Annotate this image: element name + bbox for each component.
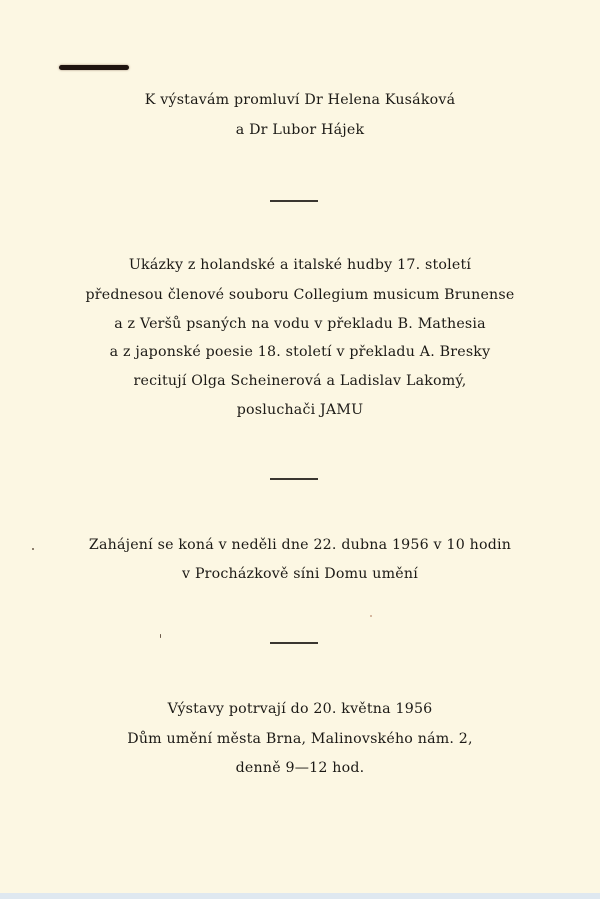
divider-2 bbox=[270, 478, 318, 480]
program-line-5: recitují Olga Scheinerová a Ladislav Lakomý, bbox=[133, 373, 467, 389]
paper-speck bbox=[160, 634, 161, 638]
duration-line-2: Dům umění města Brna, Malinovského nám. 2, bbox=[127, 731, 473, 747]
speakers-line-2: a Dr Lubor Hájek bbox=[235, 122, 365, 138]
opening-line-2: v Procházkově síni Domu umění bbox=[182, 566, 418, 582]
paper-speck bbox=[32, 548, 34, 550]
divider-3 bbox=[270, 642, 318, 644]
duration-line-3: denně 9—12 hod. bbox=[235, 760, 365, 776]
program-line-4: a z japonské poesie 18. století v překladu A. Bresky bbox=[109, 344, 491, 360]
duration-line-1: Výstavy potrvají do 20. května 1956 bbox=[167, 701, 433, 717]
scan-bottom-edge bbox=[0, 893, 600, 899]
program-line-6: posluchači JAMU bbox=[236, 402, 364, 418]
ink-mark bbox=[59, 65, 129, 70]
speakers-line-1: K výstavám promluví Dr Helena Kusáková bbox=[144, 92, 456, 108]
program-line-2: přednesou členové souboru Collegium musicum Brunense bbox=[85, 287, 515, 303]
program-line-1: Ukázky z holandské a italské hudby 17. století bbox=[128, 257, 472, 273]
divider-1 bbox=[270, 200, 318, 202]
program-line-3: a z Veršů psaných na vodu v překladu B. Mathesia bbox=[114, 316, 486, 332]
paper-speck bbox=[370, 615, 372, 617]
opening-line-1: Zahájení se koná v neděli dne 22. dubna 1956 v 10 hodin bbox=[88, 537, 512, 553]
